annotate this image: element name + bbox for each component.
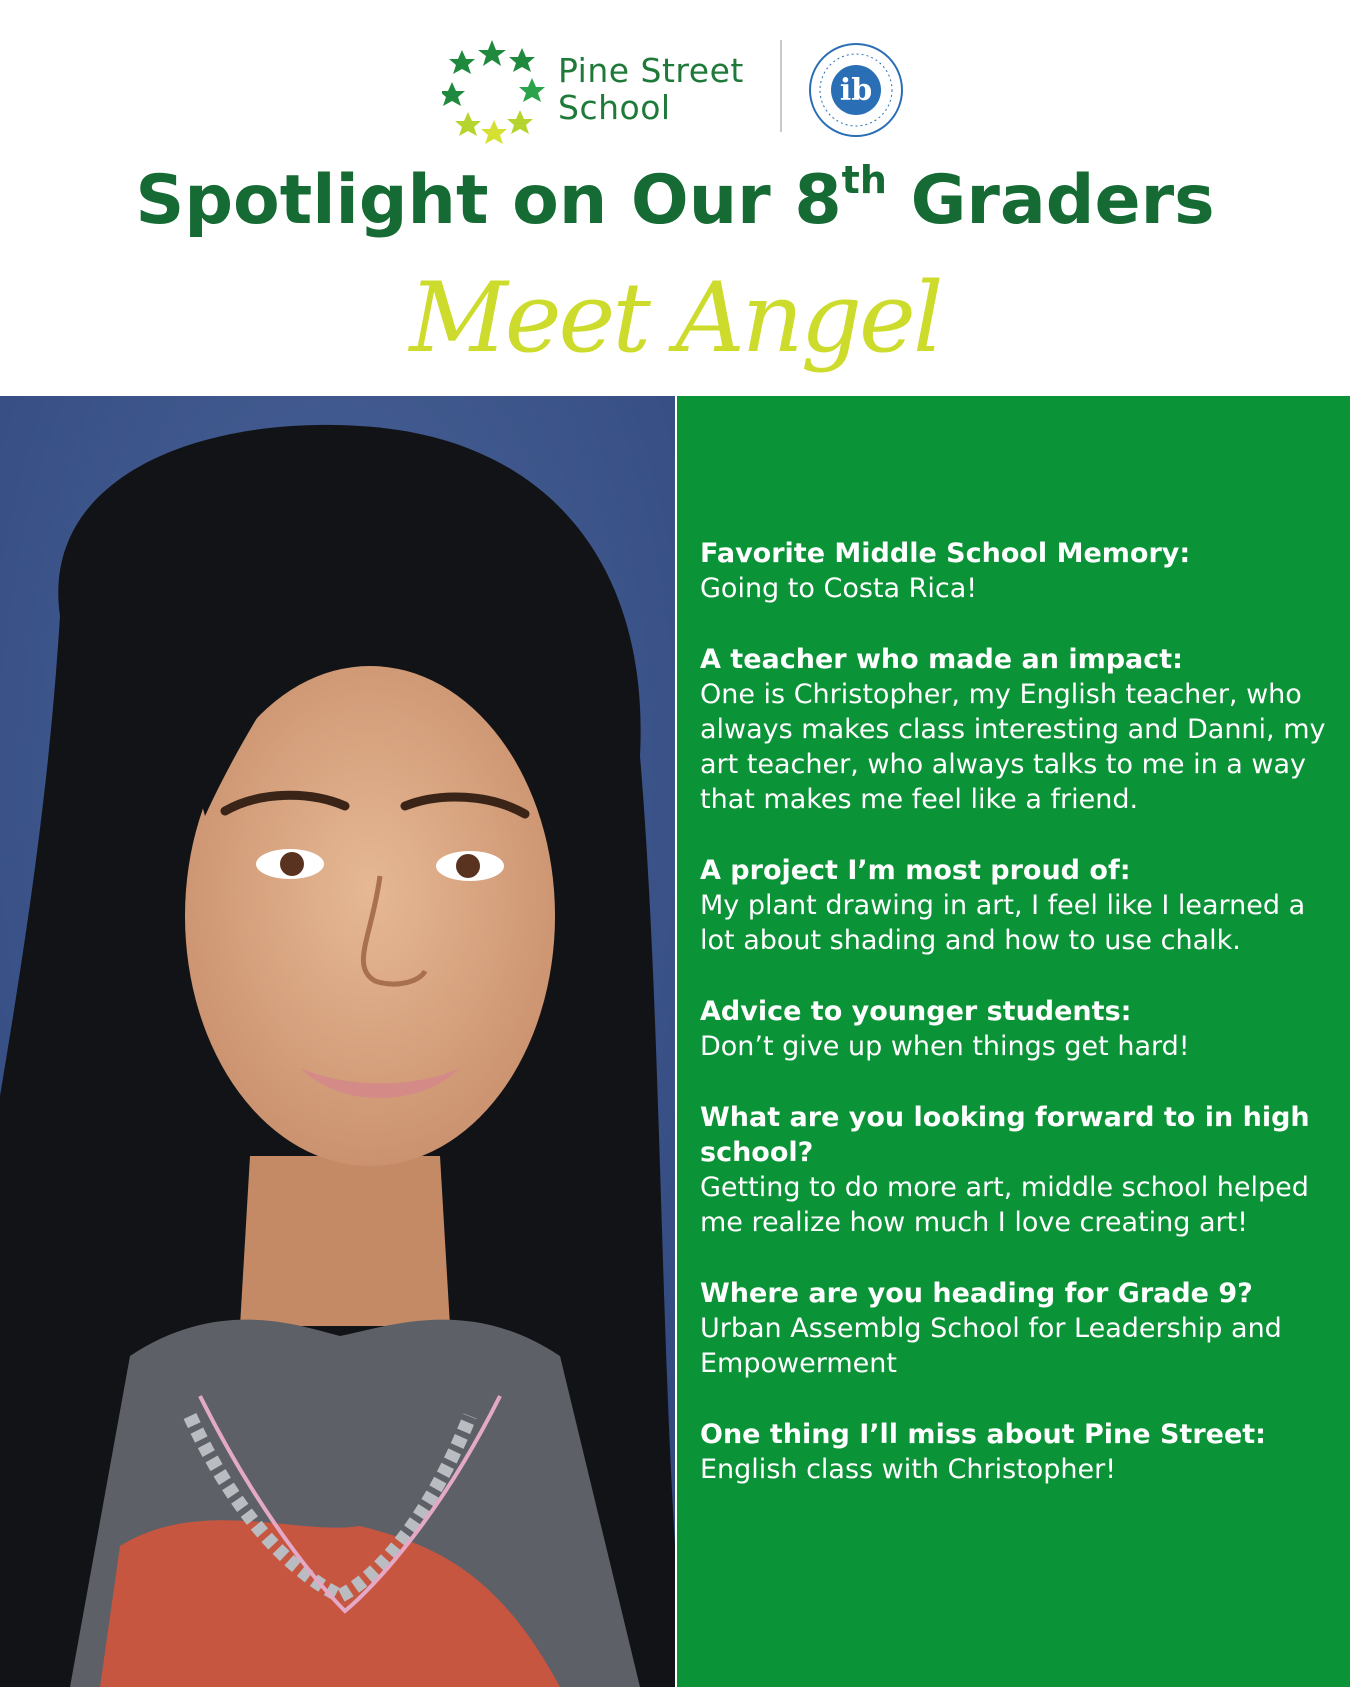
- qa-question: Advice to younger students:: [700, 996, 1132, 1027]
- qa-item: [700, 536, 1330, 606]
- ib-logo-text: ib: [839, 73, 873, 108]
- qa-question: One thing I’ll miss about Pine Street:: [700, 1419, 1266, 1450]
- qa-answer: English class with Christopher!: [700, 1454, 1117, 1485]
- star-ring-icon: [442, 36, 552, 146]
- qa-item: [700, 853, 1330, 958]
- qa-panel: [677, 396, 1350, 1687]
- page-title: [0, 156, 1350, 246]
- student-portrait-photo: [0, 396, 675, 1687]
- qa-answer: Going to Costa Rica!: [700, 573, 978, 604]
- page-subtitle: Meet Angel: [409, 262, 941, 374]
- qa-question: Where are you heading for Grade 9?: [700, 1278, 1253, 1309]
- title-main: Spotlight on Our 8: [135, 161, 842, 240]
- qa-answer: One is Christopher, my English teacher, who always makes class interesting and Danni, my art teacher, who always talks to me in a way that makes me feel like a friend.: [700, 679, 1326, 815]
- qa-question: A project I’m most proud of:: [700, 855, 1131, 886]
- qa-item: [700, 642, 1330, 817]
- qa-answer: Don’t give up when things get hard!: [700, 1031, 1190, 1062]
- ib-world-school-seal-icon: [806, 40, 906, 140]
- qa-question: Favorite Middle School Memory:: [700, 538, 1191, 569]
- school-name: [558, 52, 744, 126]
- qa-item: [700, 1276, 1330, 1381]
- title-end: Graders: [886, 161, 1215, 240]
- header: [0, 0, 1350, 396]
- qa-question: What are you looking forward to in high school?: [700, 1102, 1310, 1168]
- qa-item: [700, 1100, 1330, 1240]
- qa-answer: Getting to do more art, middle school helped me realize how much I love creating art!: [700, 1172, 1309, 1238]
- qa-question: A teacher who made an impact:: [700, 644, 1183, 675]
- qa-item: [700, 994, 1330, 1064]
- qa-item: [700, 1417, 1330, 1487]
- title-superscript: th: [841, 158, 887, 202]
- logo-divider: [780, 40, 782, 132]
- school-name-line1: Pine Street: [558, 51, 744, 90]
- school-name-line2: School: [558, 88, 671, 127]
- logo-row: [0, 36, 1350, 136]
- qa-answer: Urban Assemblg School for Leadership and Empowerment: [700, 1313, 1282, 1379]
- qa-list: [700, 536, 1330, 1523]
- qa-answer: My plant drawing in art, I feel like I learned a lot about shading and how to use chalk.: [700, 890, 1306, 956]
